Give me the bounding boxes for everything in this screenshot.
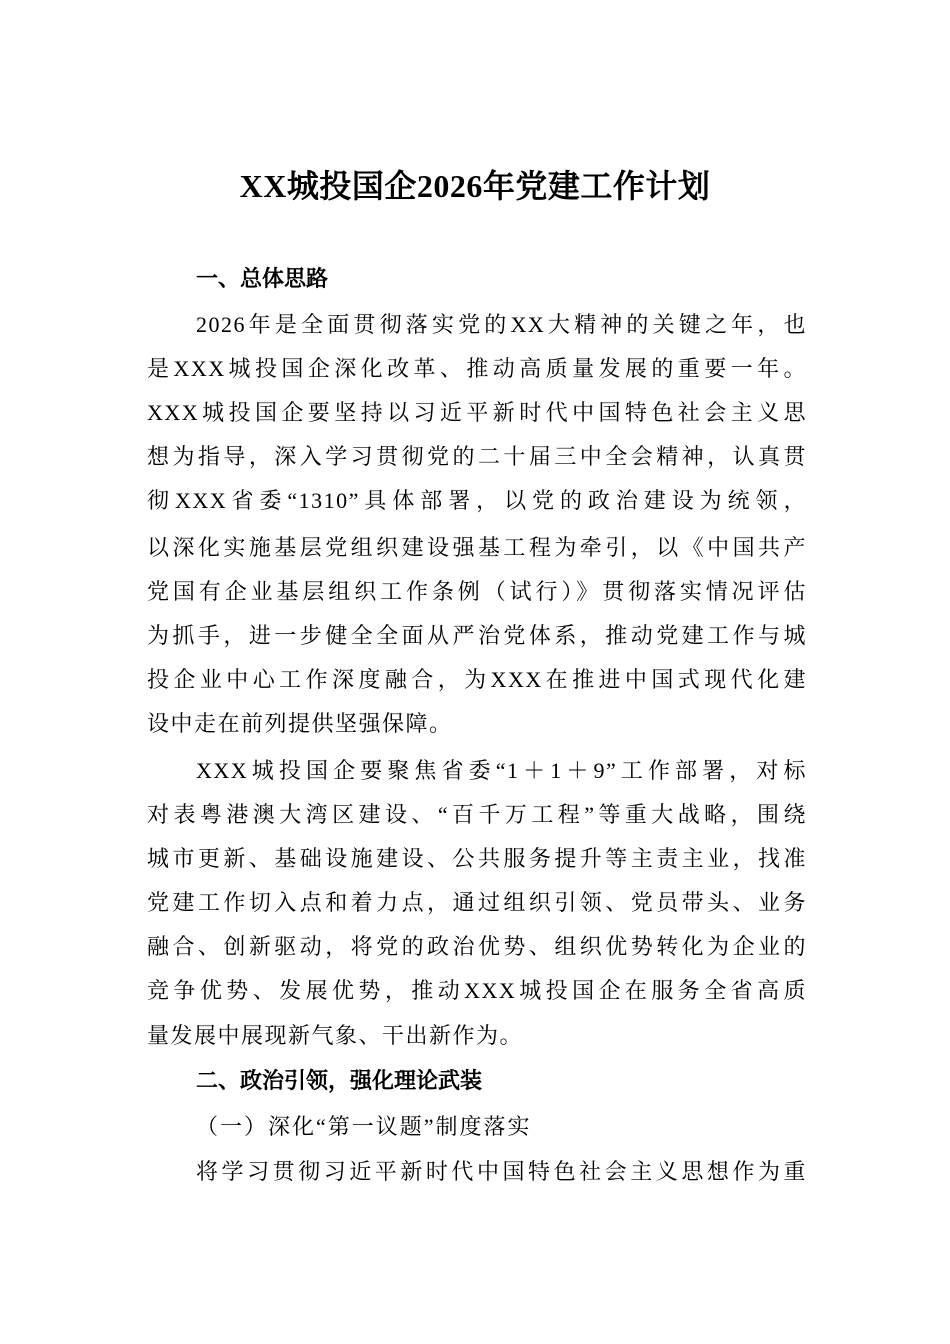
section-heading-1: 一、总体思路: [196, 267, 329, 292]
paragraph-line: 党国有企业基层组织工作条例（试行）》贯彻落实情况评估: [147, 579, 807, 604]
paragraph-line: 2026年是全面贯彻落实党的XX大精神的关键之年，也: [196, 312, 807, 337]
section-heading-2: 二、政治引领，强化理论武装: [196, 1069, 483, 1094]
paragraph-line: XXX城投国企要坚持以习近平新时代中国特色社会主义思: [147, 400, 807, 425]
paragraph-line: 设中走在前列提供坚强保障。: [147, 711, 453, 736]
paragraph-line: 党建工作切入点和着力点，通过组织引领、党员带头、业务: [147, 890, 807, 915]
document-title: XX城投国企2026年党建工作计划: [239, 168, 711, 204]
paragraph-line: 竞争优势、发展优势，推动XXX城投国企在服务全省高质: [147, 978, 807, 1003]
paragraph-line: 将学习贯彻习近平新时代中国特色社会主义思想作为重: [196, 1159, 807, 1184]
paragraph-line: 融合、创新驱动，将党的政治优势、组织优势转化为企业的: [147, 934, 807, 959]
paragraph-line: 城市更新、基础设施建设、公共服务提升等主责主业，找准: [147, 846, 807, 871]
paragraph-line: 对表粤港澳大湾区建设、“百千万工程”等重大战略，围绕: [147, 802, 807, 827]
paragraph-line: 想为指导，深入学习贯彻党的二十届三中全会精神，认真贯: [147, 444, 807, 469]
paragraph-line: 以深化实施基层党组织建设强基工程为牵引，以《中国共产: [147, 535, 807, 560]
paragraph-line: 为抓手，进一步健全全面从严治党体系，推动党建工作与城: [147, 623, 807, 648]
paragraph-line: 投企业中心工作深度融合，为XXX在推进中国式现代化建: [147, 667, 807, 692]
paragraph-line: XXX城投国企要聚焦省委“1＋1＋9”工作部署，对标: [196, 758, 807, 783]
paragraph-line: 是XXX城投国企深化改革、推动高质量发展的重要一年。: [147, 356, 807, 381]
paragraph-line: 量发展中展现新气象、干出新作为。: [147, 1023, 524, 1048]
subsection-heading-2-1: （一）深化“第一议题”制度落实: [196, 1114, 532, 1139]
paragraph-line: 彻XXX省委“1310”具体部署，以党的政治建设为统领，: [147, 488, 807, 513]
